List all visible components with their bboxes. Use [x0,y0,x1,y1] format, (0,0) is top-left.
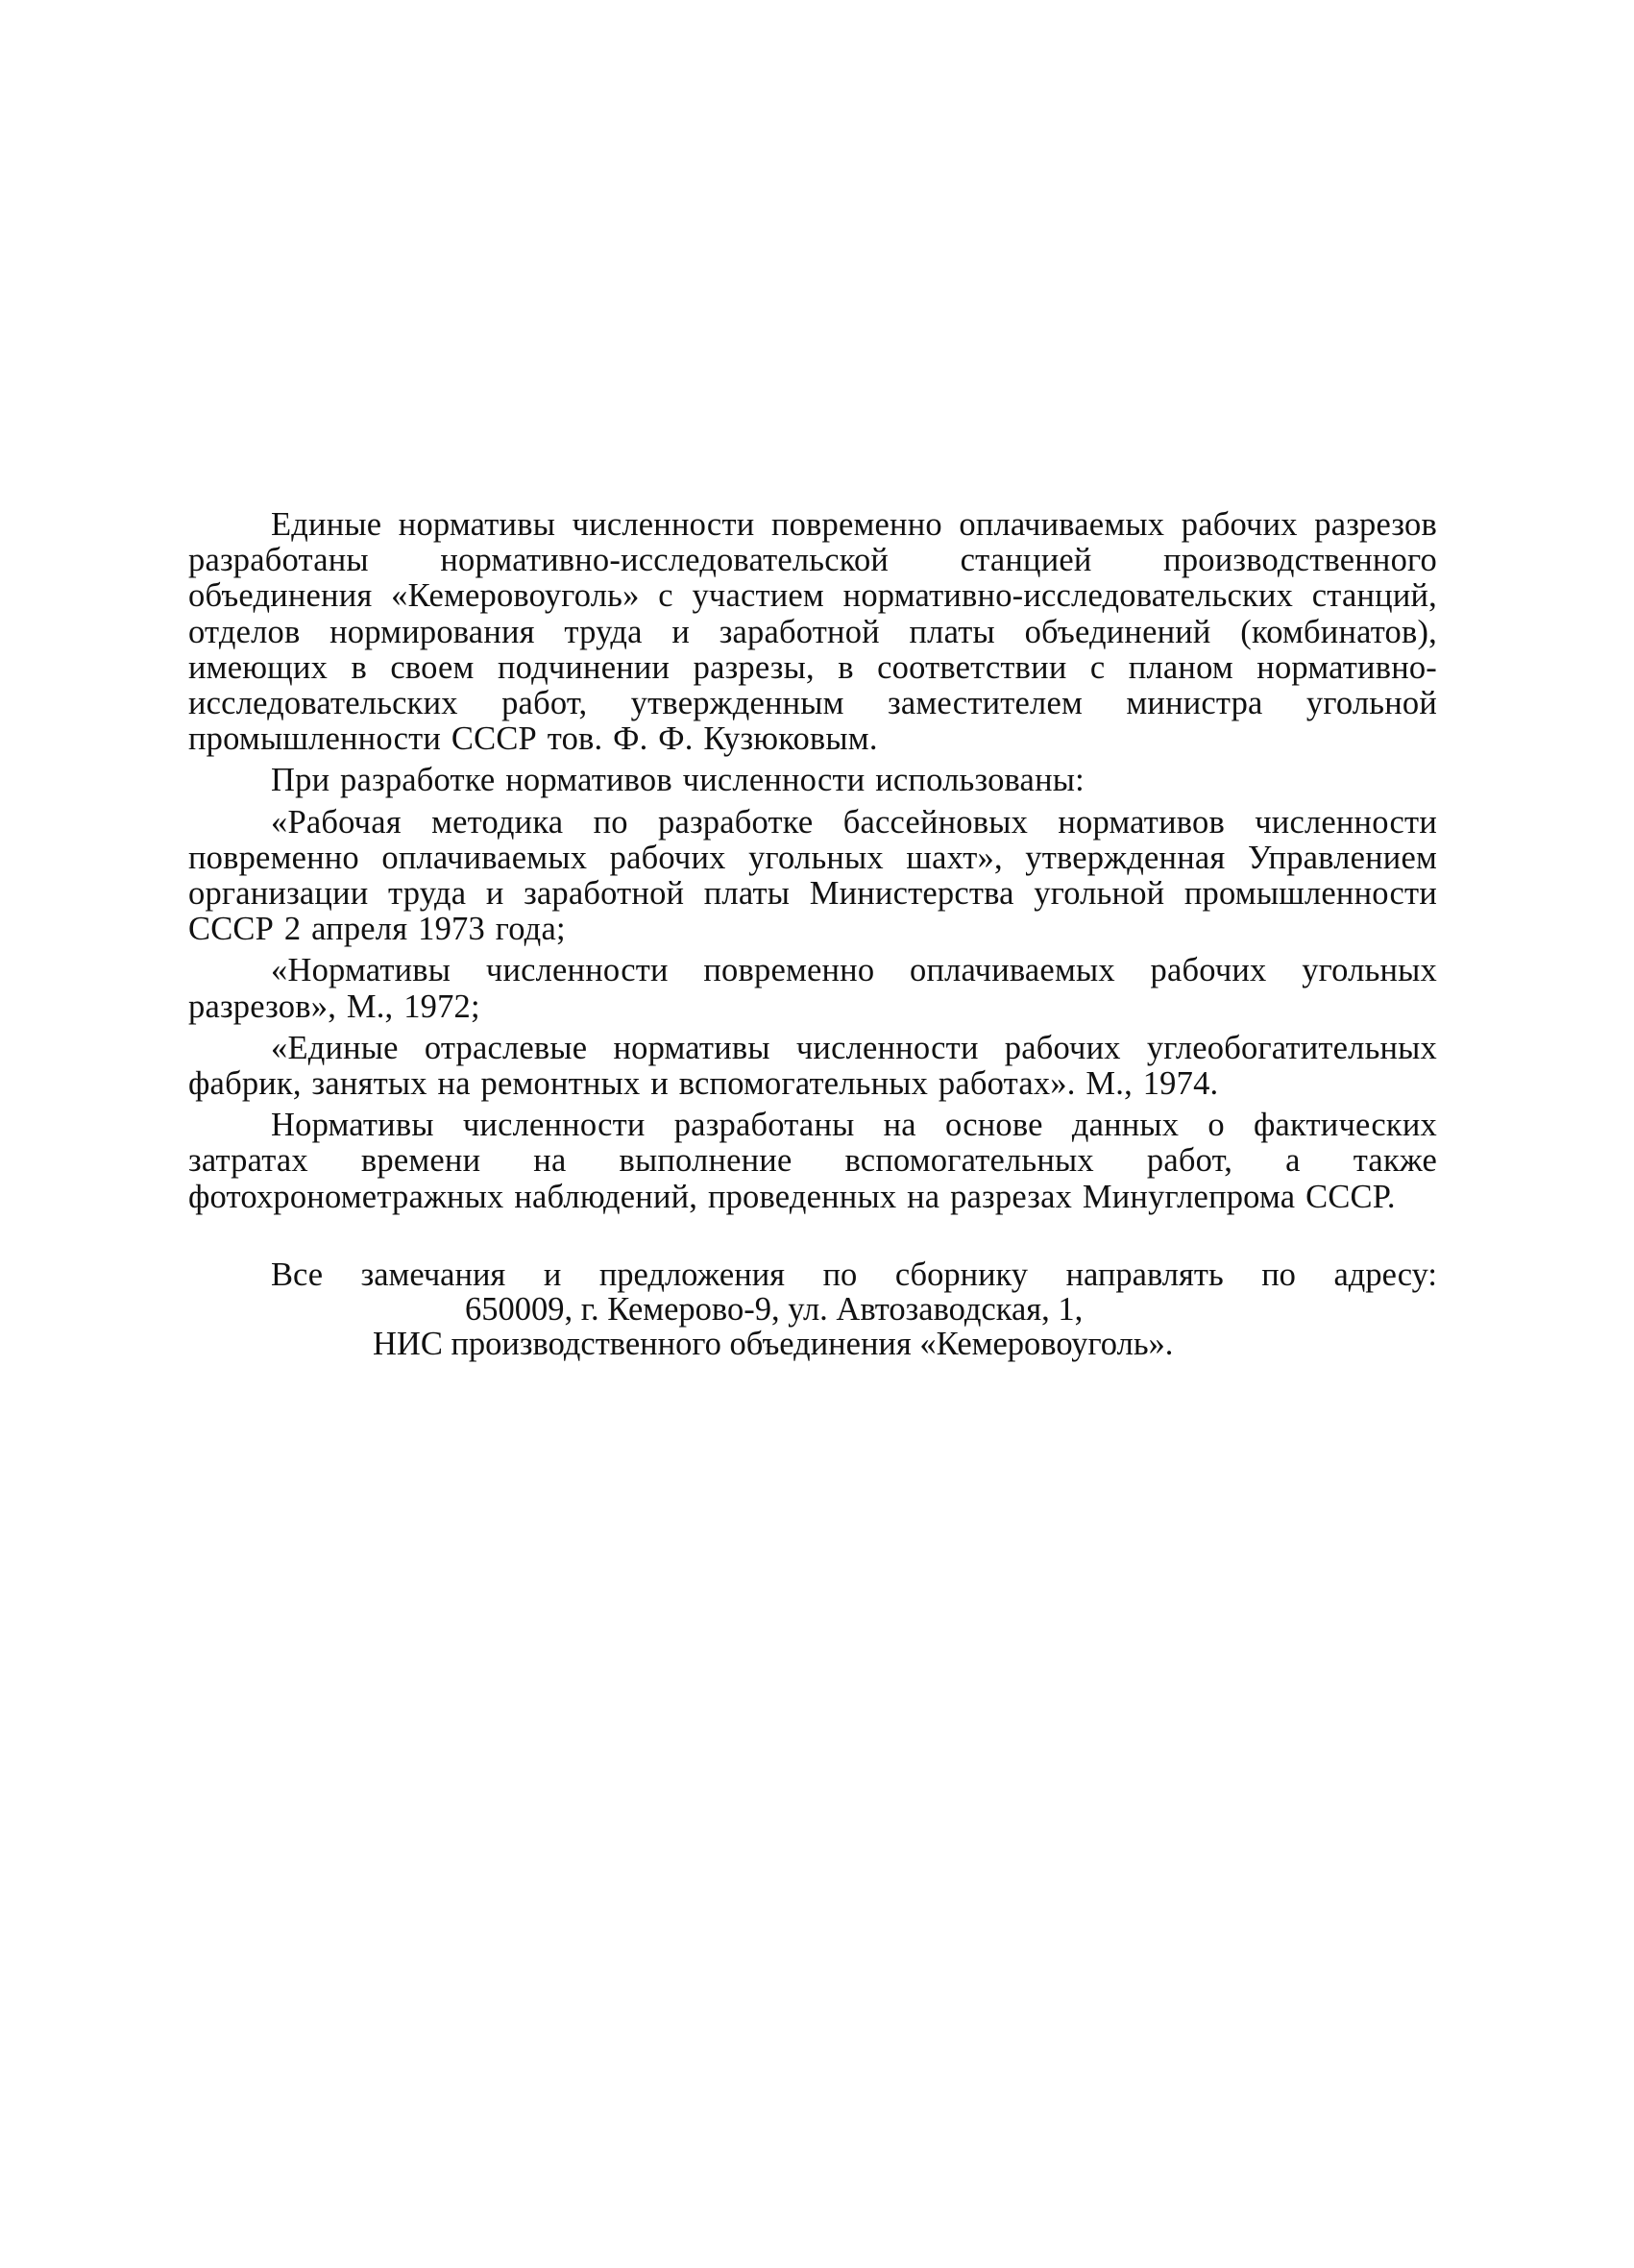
paragraph-source-methodology: «Рабочая методика по разработке бассейновых нормативов численности повременно оплачиваемых рабочих угольных шахт», утвержденная Управлением организации труда и заработной платы Министерства угольной промышленности СССР 2 апреля 1973 года; [188,803,1437,948]
paragraph-source-norms-1972: «Нормативы численности повременно оплачиваемых рабочих угольных разрезов», М., 1972; [188,952,1437,1025]
address-instruction: Все замечания и предложения по сборнику направлять по адресу: [271,1256,1437,1293]
paragraph-intro: Единые нормативы численности повременно оплачиваемых рабочих разрезов разработаны нормативно-исследовательской станцией производственного объединения «Кемеровоуголь» с участием нормативно-исследовательских станций, отделов нормирования труда и заработной платы объединений (комбинатов), имеющих в своем подчинении разрезы, в соответствии с планом нормативно-исследовательских работ, утвержденным заместителем министра угольной промышленности СССР тов. Ф. Ф. Кузюковым. [188,506,1437,758]
paragraph-sources-heading: При разработке нормативов численности использованы: [271,762,1085,799]
address-block [188,1257,1437,1361]
address-organization: НИС производственного объединения «Кемеровоуголь». [373,1325,1174,1362]
paragraph-basis: Нормативы численности разработаны на основе данных о фактических затратах времени на выполнение вспомогательных работ, а также фотохронометражных наблюдений, проведенных на разрезах Минуглепрома СССР. [188,1107,1437,1215]
document-page [188,507,1437,1361]
address-postal: 650009, г. Кемерово-9, ул. Автозаводская, 1, [465,1290,1084,1328]
paragraph-source-norms-1974: «Единые отраслевые нормативы численности рабочих углеобогатительных фабрик, занятых на ремонтных и вспомогательных работах». М., 1974. [188,1029,1437,1103]
